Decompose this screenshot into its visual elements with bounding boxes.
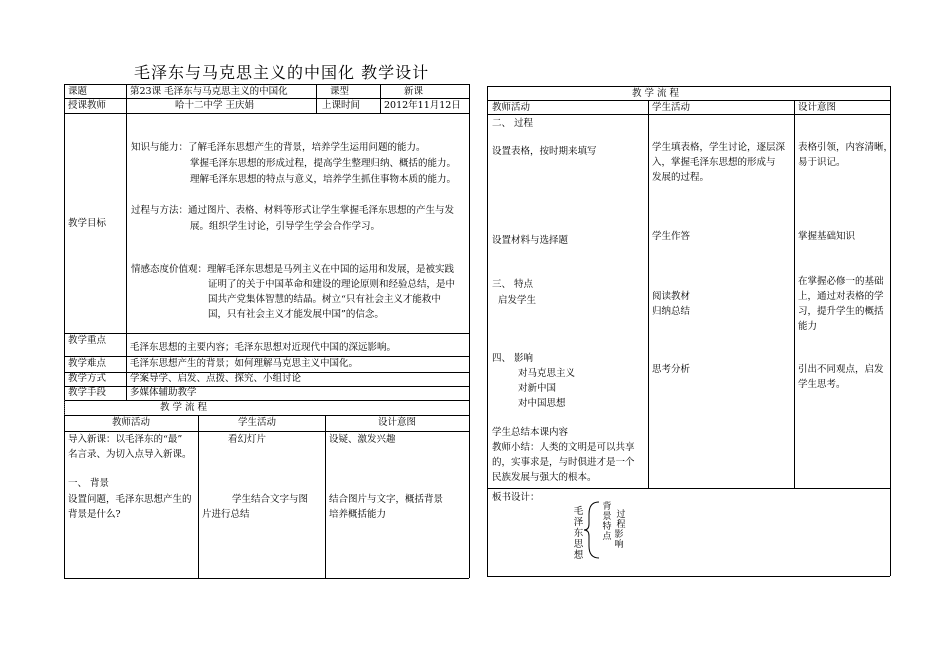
material-intent: 掌握基础知识 [798,231,856,242]
impact-intent-2: 学生思考。 [798,379,846,390]
intro-teacher-2: 名言录、为切入点导入新课。 [68,449,192,460]
goals-line-7: 证明了的关于中国革命和建设的理论原则和经验总结，是中 [208,279,456,290]
feature-intent-2: 上，通过对表格的学 [798,291,884,302]
right-col-teacher: 教师活动 [492,102,531,113]
left-col-student: 学生活动 [238,417,277,428]
material-student: 学生作答 [652,231,691,242]
means-value: 多媒体辅助教学 [130,387,197,398]
goals-line-9: 国，只有社会主义才能发展中国”的信念。 [208,309,384,320]
left-col-teacher: 教师活动 [112,417,151,428]
topic-label: 课题 [68,86,88,97]
intro-intent: 设疑、激发兴趣 [329,434,396,445]
feature-teacher: 启发学生 [498,295,537,306]
means-label: 教学手段 [68,387,107,398]
time-value: 2012年11月12日 [384,100,461,111]
feature-student-2: 归纳总结 [652,306,691,317]
goals-line-3: 理解毛泽东思想的特点与意义，培养学生抓住事物本质的能力。 [190,174,457,185]
teacher-value: 哈十二中学 王庆娟 [175,100,255,111]
difficulty-value: 毛泽东思想产生的背景；如何理解马克思主义中国化。 [130,358,359,369]
feature-intent-3: 习，提升学生的概括 [798,306,884,317]
background-intent-1: 结合图片与文字，概括背景 [329,494,444,505]
summary-line-3: 的，实事求是，与时俱进才是一个 [492,457,635,468]
impact-title: 四、 影响 [492,353,534,364]
impact-item-2: 对新中国 [518,383,557,394]
board-main-text: 毛泽东思想 [573,506,584,561]
board-item-features: 特点 [602,522,612,542]
type-value: 新课 [404,86,424,97]
background-student-2: 片进行总结 [202,509,250,520]
type-label: 课型 [330,86,350,97]
feature-intent-4: 能力 [798,321,818,332]
board-item-process: 过程 [616,510,626,530]
impact-student: 思考分析 [652,364,691,375]
background-teacher-1: 设置问题，毛泽东思想产生的 [68,494,192,505]
process-student-1: 学生填表格，学生讨论，逐层深 [652,142,786,153]
goals-line-1: 知识与能力：了解毛泽东思想产生的背景，培养学生运用问题的能力。 [131,142,426,153]
process-student-3: 发展的过程。 [652,172,710,183]
goals-line-6: 情感态度价值观：理解毛泽东思想是马列主义在中国的运用和发展，是被实践 [131,264,455,275]
goals-line-2: 掌握毛泽东思想的形成过程，提高学生整理归纳、概括的能力。 [190,158,457,169]
key-value: 毛泽东思想的主要内容；毛泽东思想对近现代中国的深远影响。 [130,342,397,353]
goals-label: 教学目标 [68,218,107,229]
goals-line-4: 过程与方法：通过图片、表格、材料等形式让学生掌握毛泽东思想的产生与发 [131,205,455,216]
time-label: 上课时间 [322,100,361,111]
right-col-intent: 设计意图 [798,102,837,113]
teacher-label: 授课教师 [68,100,107,111]
method-label: 教学方式 [68,373,107,384]
intro-student: 看幻灯片 [228,434,267,445]
right-flow-header: 教 学 流 程 [632,88,680,99]
process-intent-1: 表格引领，内容清晰， [798,142,894,153]
impact-item-3: 对中国思想 [518,398,566,409]
key-label: 教学重点 [68,335,107,346]
difficulty-label: 教学难点 [68,358,107,369]
impact-item-1: 对马克思主义 [518,368,576,379]
left-col-intent: 设计意图 [378,417,417,428]
intro-teacher-1: 导入新课：以毛泽东的“最” [68,434,183,445]
page-title: 毛泽东与马克思主义的中国化 教学设计 [134,63,430,82]
feature-student-1: 阅读教材 [652,291,691,302]
right-col-student: 学生活动 [652,102,691,113]
impact-intent-1: 引出不同观点，启发 [798,364,884,375]
goals-line-5: 展。组织学生讨论，引导学生学会合作学习。 [190,221,381,232]
goals-line-8: 国共产党集体智慧的结晶。树立“只有社会主义才能救中 [208,294,441,305]
process-intent-2: 易于识记。 [798,157,846,168]
summary-line-2: 教师小结：人类的文明是可以共享 [492,442,635,453]
process-student-2: 入，掌握毛泽东思想的形成与 [652,157,776,168]
method-value: 学案导学、启发、点拨、探究、小组讨论 [130,373,302,384]
process-teacher: 设置表格，按时期来填写 [492,146,597,157]
material-teacher: 设置材料与选择题 [492,235,569,246]
board-item-impact: 影响 [614,530,624,550]
background-intent-2: 培养概括能力 [329,509,387,520]
left-flow-header: 教 学 流 程 [160,402,208,413]
background-teacher-2: 背景是什么? [68,509,121,520]
board-item-background: 背景 [602,502,612,522]
summary-line-4: 民族发展与强大的根本。 [492,472,597,483]
board-brace-icon [583,500,603,560]
feature-intent-1: 在掌握必修一的基础 [798,276,884,287]
background-student-1: 学生结合文字与图 [232,494,309,505]
board-label: 板书设计： [492,492,540,503]
background-title: 一、 背景 [68,478,110,489]
topic-value: 第23课 毛泽东与马克思主义的中国化 [130,86,288,97]
process-title: 二、 过程 [492,118,534,129]
summary-line-1: 学生总结本课内容 [492,427,569,438]
feature-title: 三、 特点 [492,279,534,290]
